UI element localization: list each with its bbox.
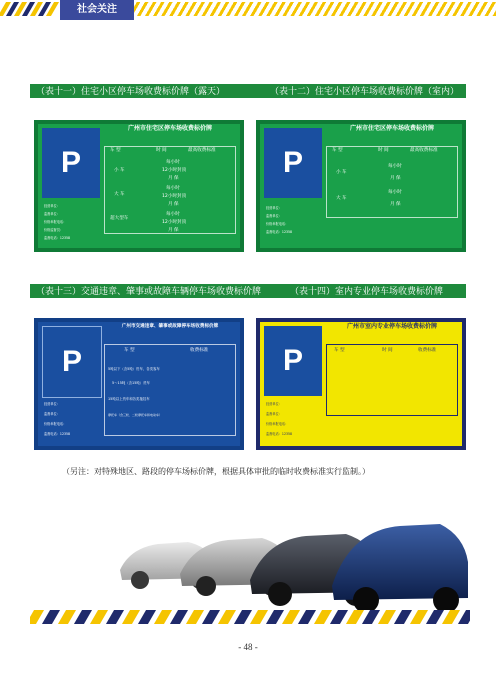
cars-illustration [110, 500, 470, 610]
report-phone-line: 价格举报电话： [44, 220, 67, 224]
col-vehicle-type: 车 型 [124, 348, 135, 353]
col-vehicle-type: 车 型 [110, 148, 121, 153]
header-stripes [0, 2, 60, 16]
supervisor-line: 监督单位： [44, 412, 60, 416]
hotline-line: 监督电话：12358 [266, 432, 293, 436]
footer-stripes [30, 610, 470, 624]
section-tag: 社会关注 [60, 0, 134, 20]
small-per-hour: 每小时 [388, 164, 402, 169]
sign-title: 广州市室内专业停车场收费标价牌 [346, 323, 437, 330]
col-time: 时 间 [378, 148, 389, 153]
col-vehicle-type: 车 型 [332, 148, 343, 153]
col-max-fee: 最高收费标准 [410, 148, 438, 153]
row-small-car: 小 车 [336, 170, 347, 175]
sign-title: 广州市住宅区停车场收费标价牌 [349, 125, 434, 132]
section-band-1 [30, 84, 466, 98]
row-oversize-car: 超大型车 [110, 216, 129, 221]
oversize-monthly: 月 保 [168, 228, 179, 233]
hotline-line: 监督电话：12358 [266, 230, 293, 234]
row-large-car: 大 车 [114, 192, 125, 197]
row-large-car: 大 车 [336, 196, 347, 201]
small-12h-cap: 12小时封顶 [162, 168, 187, 173]
label-table-11: （表十一）住宅小区停车场收费标价牌（露天） [36, 86, 226, 96]
sign-title: 广州市住宅区停车场收费标价牌 [127, 125, 212, 132]
page-number: - 48 - [238, 642, 258, 652]
parking-p-icon: P [264, 128, 322, 198]
small-per-hour: 每小时 [166, 160, 180, 165]
supervisor-line: 监督单位： [266, 412, 282, 416]
row-5-15t: 5～15吨（含15吨）货车 [112, 381, 150, 385]
operator-line: 经营单位： [44, 402, 60, 406]
sign-table-12 [256, 120, 466, 252]
supervisor-line: 监督单位： [266, 214, 282, 218]
row-under-5t: 5吨以下（含5吨）货车、各类客车 [108, 367, 160, 371]
footnote: （另注：对特殊地区、路段的停车场标价牌，根据具体审批的临时收费标准实行监制。） [62, 467, 370, 476]
large-per-hour: 每小时 [388, 190, 402, 195]
supervisor-line: 监督单位： [44, 212, 60, 216]
large-monthly: 月 保 [168, 202, 179, 207]
parking-p-icon: P [42, 326, 102, 398]
label-table-13: （表十三）交通违章、肇事或故障车辆停车场收费标价牌 [36, 286, 262, 296]
col-max-fee: 最高收费标准 [188, 148, 216, 153]
col-time: 时 间 [382, 348, 393, 353]
small-monthly: 月 保 [390, 176, 401, 181]
row-small-car: 小 车 [114, 168, 125, 173]
sign-table-11 [34, 120, 244, 252]
report-phone-line: 价格举报电话： [266, 422, 289, 426]
price-grid [326, 344, 458, 416]
label-table-14: （表十四）室内专业停车场收费标价牌 [290, 286, 444, 296]
section-band-2 [30, 284, 466, 298]
oversize-per-hour: 每小时 [166, 212, 180, 217]
row-motorcycle: 摩托车（含三轮、二轮摩托车和电动车） [108, 413, 163, 417]
large-12h-cap: 12小时封顶 [162, 194, 187, 199]
label-table-12: （表十二）住宅小区停车场收费标价牌（室内） [270, 86, 460, 96]
hotline-line: 监督电话：12358 [44, 236, 71, 240]
monitor-line: 价格监督员： [44, 228, 64, 232]
col-time: 时 间 [156, 148, 167, 153]
hotline-line: 监督电话：12358 [44, 432, 71, 436]
parking-p-icon: P [264, 326, 322, 396]
parking-p-icon: P [42, 128, 100, 198]
large-monthly: 月 保 [390, 202, 401, 207]
small-monthly: 月 保 [168, 176, 179, 181]
sign-title: 广州市交通违章、肇事或故障停车场收费标价牌 [121, 324, 219, 329]
sign-table-13 [34, 318, 244, 450]
col-vehicle-type: 车 型 [334, 348, 345, 353]
report-phone-line: 价格举报电话： [266, 222, 289, 226]
operator-line: 经营单位： [266, 402, 282, 406]
operator-line: 经营单位： [44, 204, 60, 208]
col-fee: 收费标准 [418, 348, 437, 353]
oversize-12h-cap: 12小时封顶 [162, 220, 187, 225]
price-grid [104, 344, 236, 436]
large-per-hour: 每小时 [166, 186, 180, 191]
sign-table-14 [256, 318, 466, 450]
header-stripes-right [134, 2, 496, 16]
col-fee: 收费标准 [190, 348, 209, 353]
operator-line: 经营单位： [266, 206, 282, 210]
report-phone-line: 价格举报电话： [44, 422, 67, 426]
row-over-15t: 15吨以上货车和各类拖挂车 [108, 397, 150, 401]
